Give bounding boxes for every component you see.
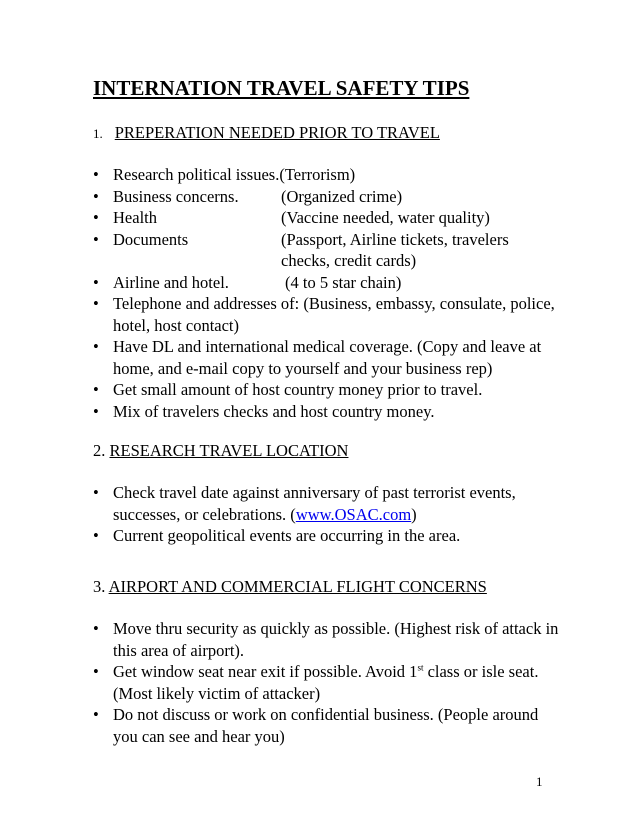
section-1-list — [93, 164, 563, 422]
list-item — [93, 482, 563, 525]
item-text: Move thru security as quickly as possible. (Highest risk of attack in this area of airport). — [113, 619, 559, 660]
item-label: Business concerns. — [113, 186, 239, 206]
list-item — [93, 164, 563, 186]
section-2-number: 2. — [93, 441, 106, 460]
bullet-icon: • — [93, 526, 99, 545]
item-detail: (Terrorism) — [279, 165, 356, 184]
item-text: Mix of travelers checks and host country money. — [113, 401, 435, 421]
item-detail: (Organized crime) — [281, 186, 403, 206]
item-label: Documents — [113, 229, 189, 249]
section-1-number: 1. — [93, 126, 103, 141]
item-detail: (Passport, Airline tickets, travelers checks, credit cards) — [281, 229, 509, 270]
bullet-icon: • — [93, 165, 99, 184]
list-item — [93, 207, 563, 229]
page-number: 1 — [536, 774, 543, 789]
section-3-list — [93, 618, 563, 747]
item-text-end: ) — [411, 504, 417, 524]
document-title: INTERNATION TRAVEL SAFETY TIPS — [93, 76, 470, 100]
bullet-icon: • — [93, 483, 99, 502]
item-text-end: class or isle seat. (Most likely victim of attacker) — [113, 662, 539, 703]
section-2-heading — [93, 441, 348, 461]
bullet-icon: • — [93, 272, 99, 292]
item-detail: (4 to 5 star chain) — [285, 272, 402, 292]
list-item — [93, 379, 563, 401]
item-detail: (Vaccine needed, water quality) — [281, 208, 490, 227]
bullet-icon: • — [93, 208, 99, 227]
list-item — [93, 704, 563, 747]
section-1-title: PREPERATION NEEDED PRIOR TO TRAVEL — [114, 123, 440, 142]
section-3-title: AIRPORT AND COMMERCIAL FLIGHT CONCERNS — [108, 577, 487, 596]
osac-link[interactable]: www.OSAC.com — [295, 504, 412, 524]
list-item — [93, 525, 563, 547]
list-item — [93, 272, 563, 294]
item-text: Current geopolitical events are occurring in the area. — [113, 526, 461, 545]
bullet-icon: • — [93, 337, 99, 356]
item-text: Check travel date against anniversary of past terrorist events, successes, or celebrations. ( — [113, 483, 516, 524]
list-item — [93, 618, 563, 661]
item-label: Health — [113, 208, 157, 227]
bullet-icon: • — [93, 619, 99, 638]
bullet-icon: • — [93, 705, 99, 724]
list-item — [93, 401, 563, 423]
section-1-heading — [93, 123, 440, 143]
list-item — [93, 229, 563, 272]
bullet-icon: • — [93, 186, 99, 206]
item-text: Get small amount of host country money prior to travel. — [113, 380, 483, 399]
list-item — [93, 336, 563, 379]
bullet-icon: • — [93, 294, 99, 313]
section-2-list — [93, 482, 563, 547]
item-text: Have DL and international medical coverage. (Copy and leave at home, and e-mail copy to yourself and your business rep) — [113, 337, 542, 378]
section-3-heading — [93, 577, 487, 597]
superscript: st — [417, 662, 424, 673]
bullet-icon: • — [93, 401, 99, 421]
item-text: Telephone and addresses of: (Business, embassy, consulate, police, hotel, host contact) — [113, 294, 555, 335]
bullet-icon: • — [93, 229, 99, 249]
list-item — [93, 186, 563, 208]
section-3-number: 3. — [93, 577, 106, 596]
list-item — [93, 293, 563, 336]
bullet-icon: • — [93, 380, 99, 399]
list-item — [93, 661, 563, 704]
bullet-icon: • — [93, 662, 99, 681]
item-text: Get window seat near exit if possible. Avoid 1 — [113, 662, 418, 681]
item-text: Do not discuss or work on confidential business. (People around you can see and hear you) — [113, 705, 539, 746]
item-label: Airline and hotel. — [113, 272, 229, 292]
section-2-title: RESEARCH TRAVEL LOCATION — [109, 441, 349, 460]
item-label: Research political issues. — [113, 165, 280, 184]
